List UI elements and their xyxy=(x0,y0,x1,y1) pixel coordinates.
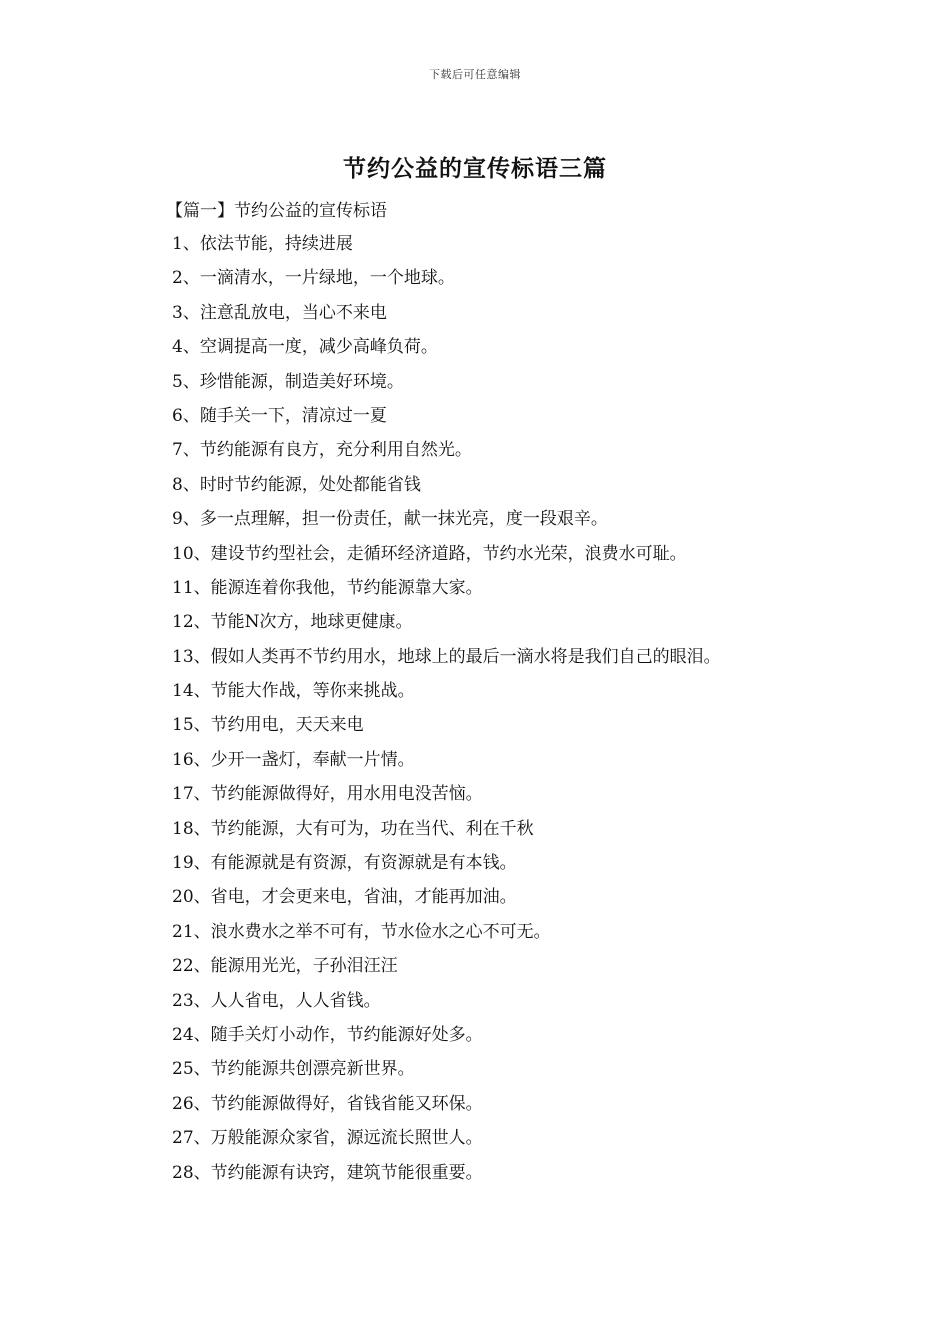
slogan-list xyxy=(172,232,721,1195)
slogan-item: 26、节约能源做得好，省钱省能又环保。 xyxy=(172,1093,483,1114)
slogan-item: 19、有能源就是有资源，有资源就是有本钱。 xyxy=(172,853,517,874)
slogan-item: 20、省电，才会更来电，省油，才能再加油。 xyxy=(172,887,517,908)
slogan-item: 23、人人省电，人人省钱。 xyxy=(172,990,381,1011)
slogan-item: 15、节约用电，天天来电 xyxy=(172,715,364,736)
slogan-item: 17、节约能源做得好，用水用电没苦恼。 xyxy=(172,784,483,805)
slogan-item: 24、随手关灯小动作，节约能源好处多。 xyxy=(172,1024,483,1045)
document-title: 节约公益的宣传标语三篇 xyxy=(343,155,607,182)
slogan-item: 8、时时节约能源，处处都能省钱 xyxy=(172,474,421,495)
slogan-item: 1、依法节能，持续进展 xyxy=(172,234,353,254)
slogan-item: 13、假如人类再不节约用水，地球上的最后一滴水将是我们自己的眼泪。 xyxy=(172,646,721,667)
slogan-item: 21、浪水费水之举不可有，节水俭水之心不可无。 xyxy=(172,921,551,942)
slogan-item: 27、万般能源众家省，源远流长照世人。 xyxy=(172,1128,483,1149)
slogan-item: 11、能源连着你我他，节约能源靠大家。 xyxy=(172,577,483,598)
slogan-item: 22、能源用光光，子孙泪汪汪 xyxy=(172,956,398,977)
slogan-item: 12、节能N次方，地球更健康。 xyxy=(172,612,413,633)
slogan-item: 9、多一点理解，担一份责任，献一抹光亮，度一段艰辛。 xyxy=(172,509,608,530)
slogan-item: 3、注意乱放电，当心不来电 xyxy=(172,302,387,323)
slogan-item: 7、节约能源有良方，充分利用自然光。 xyxy=(172,440,472,461)
slogan-item: 25、节约能源共创漂亮新世界。 xyxy=(172,1059,415,1080)
slogan-item: 16、少开一盏灯，奉献一片情。 xyxy=(172,749,415,770)
slogan-item: 2、一滴清水，一片绿地，一个地球。 xyxy=(172,268,455,289)
slogan-item: 10、建设节约型社会，走循环经济道路，节约水光荣，浪费水可耻。 xyxy=(172,543,687,564)
slogan-item: 28、节约能源有诀窍，建筑节能很重要。 xyxy=(172,1162,483,1183)
slogan-item: 4、空调提高一度，减少高峰负荷。 xyxy=(172,337,438,358)
slogan-item: 5、珍惜能源，制造美好环境。 xyxy=(172,371,404,392)
header-note: 下载后可任意编辑 xyxy=(429,68,521,81)
slogan-item: 6、随手关一下，清凉过一夏 xyxy=(172,405,387,426)
slogan-item: 14、节能大作战，等你来挑战。 xyxy=(172,681,415,702)
section-heading: 【篇一】节约公益的宣传标语 xyxy=(166,201,387,221)
slogan-item: 18、节约能源，大有可为，功在当代、利在千秋 xyxy=(172,818,534,839)
